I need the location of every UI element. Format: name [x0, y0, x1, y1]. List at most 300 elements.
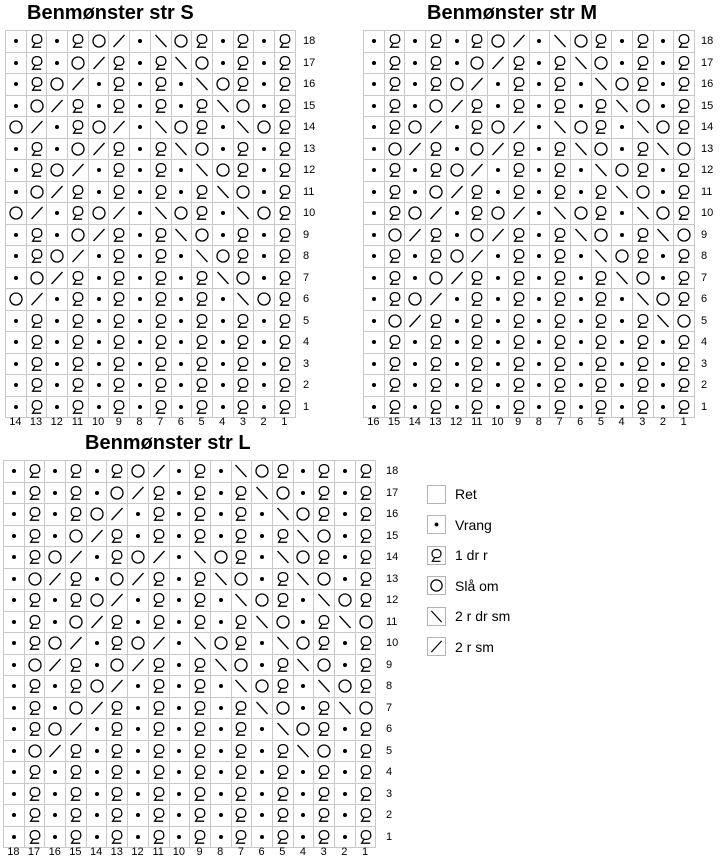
- purl-dot-icon: [171, 463, 187, 479]
- backslash-decrease-icon: [655, 313, 671, 329]
- twisted-knit-loop-icon: [358, 657, 374, 673]
- chart-cell: [87, 483, 108, 505]
- purl-dot-icon: [490, 377, 506, 393]
- twisted-knit-loop-icon: [358, 635, 374, 651]
- chart-cell: [190, 612, 211, 634]
- chart-cell: [107, 612, 128, 634]
- yarn-over-circle-icon: [235, 184, 251, 200]
- chart-cell: [426, 139, 447, 161]
- chart-cell: [149, 762, 170, 784]
- twisted-knit-loop-icon: [233, 506, 249, 522]
- column-number: 9: [196, 846, 203, 858]
- twisted-knit-loop-icon: [111, 227, 127, 243]
- purl-dot-icon: [531, 270, 547, 286]
- chart-cell: [4, 805, 25, 827]
- chart-cell: [151, 375, 172, 397]
- chart-cell: [356, 784, 377, 806]
- chart-cell: [405, 246, 426, 268]
- chart-cell: [592, 203, 613, 225]
- backslash-decrease-icon: [215, 270, 231, 286]
- chart-cell: [213, 332, 234, 354]
- chart-cell: [335, 590, 356, 612]
- chart-cell: [385, 96, 406, 118]
- yarn-over-circle-icon: [635, 98, 651, 114]
- chart-cell: [674, 225, 695, 247]
- purl-dot-icon: [407, 377, 423, 393]
- yarn-over-circle-icon: [316, 743, 332, 759]
- backslash-decrease-icon: [215, 98, 231, 114]
- twisted-knit-loop-icon: [29, 162, 45, 178]
- chart-cell: [252, 590, 273, 612]
- chart-cell: [107, 676, 128, 698]
- chart-cell: [151, 354, 172, 376]
- knit-symbol-icon: [427, 485, 446, 504]
- chart-cell: [66, 719, 87, 741]
- column-number: 17: [27, 846, 41, 858]
- chart-cell: [530, 225, 551, 247]
- row-number: 8: [303, 250, 310, 262]
- chart-cell: [254, 354, 275, 376]
- chart-cell: [273, 698, 294, 720]
- chart-cell: [25, 655, 46, 677]
- chart-cell: [213, 375, 234, 397]
- purl-dot-icon: [171, 807, 187, 823]
- backslash-decrease-icon: [295, 657, 311, 673]
- yarn-over-circle-icon: [490, 205, 506, 221]
- chart-cell: [385, 225, 406, 247]
- chart-cell: [190, 719, 211, 741]
- row-number: 2: [303, 379, 310, 391]
- twisted-knit-loop-icon: [387, 33, 403, 49]
- chart-cell: [488, 354, 509, 376]
- purl-dot-icon: [171, 549, 187, 565]
- column-numbers-l: [3, 846, 375, 858]
- yarn-over-circle-icon: [449, 76, 465, 92]
- twisted-knit-loop-icon: [635, 313, 651, 329]
- purl-dot-icon: [407, 270, 423, 286]
- chart-cell: [447, 96, 468, 118]
- twisted-knit-loop-icon: [277, 399, 293, 415]
- column-number: 5: [198, 416, 205, 428]
- purl-dot-icon: [256, 377, 272, 393]
- purl-dot-icon: [427, 515, 446, 534]
- chart-cell: [27, 160, 48, 182]
- chart-cell: [447, 268, 468, 290]
- purl-dot-icon: [215, 313, 231, 329]
- yarn-over-circle-icon: [614, 162, 630, 178]
- chart-cell: [571, 31, 592, 53]
- twisted-knit-loop-icon: [151, 678, 167, 694]
- chart-cell: [530, 117, 551, 139]
- purl-dot-icon: [132, 356, 148, 372]
- chart-grid-s: [5, 30, 296, 418]
- twisted-knit-loop-icon: [552, 334, 568, 350]
- chart-cell: [172, 268, 193, 290]
- purl-dot-icon: [614, 377, 630, 393]
- chart-cell: [654, 31, 675, 53]
- chart-cell: [211, 762, 232, 784]
- chart-cell: [128, 655, 149, 677]
- purl-dot-icon: [8, 162, 24, 178]
- purl-dot-icon: [449, 141, 465, 157]
- chart-cell: [592, 375, 613, 397]
- column-number: 9: [115, 416, 122, 428]
- twisted-knit-loop-icon: [428, 141, 444, 157]
- yarn-over-circle-icon: [213, 635, 229, 651]
- column-number: 7: [157, 416, 164, 428]
- chart-cell: [107, 461, 128, 483]
- twisted-knit-loop-icon: [593, 184, 609, 200]
- chart-cell: [45, 805, 66, 827]
- chart-cell: [25, 633, 46, 655]
- chart-cell: [190, 547, 211, 569]
- purl-dot-icon: [254, 721, 270, 737]
- chart-cell: [25, 741, 46, 763]
- chart-cell: [405, 139, 426, 161]
- chart-cell: [128, 504, 149, 526]
- column-number: 18: [7, 846, 20, 858]
- chart-cell: [213, 246, 234, 268]
- yarn-over-circle-icon: [130, 463, 146, 479]
- chart-cell: [426, 397, 447, 419]
- yarn-over-circle-icon: [295, 549, 311, 565]
- row-number: 7: [701, 271, 708, 284]
- twisted-knit-loop-icon: [277, 162, 293, 178]
- chart-cell: [27, 117, 48, 139]
- chart-cell: [25, 784, 46, 806]
- chart-cell: [356, 633, 377, 655]
- chart-cell: [571, 311, 592, 333]
- chart-cell: [426, 160, 447, 182]
- purl-dot-icon: [173, 76, 189, 92]
- purl-dot-icon: [254, 635, 270, 651]
- purl-dot-icon: [6, 764, 22, 780]
- slash-decrease-icon: [70, 76, 86, 92]
- yarn-over-circle-icon: [256, 119, 272, 135]
- purl-dot-icon: [490, 291, 506, 307]
- chart-cell: [447, 354, 468, 376]
- twisted-knit-loop-icon: [68, 764, 84, 780]
- chart-cell: [130, 354, 151, 376]
- chart-cell: [488, 246, 509, 268]
- twisted-knit-loop-icon: [676, 119, 692, 135]
- slash-decrease-icon: [449, 98, 465, 114]
- yarn-over-circle-icon: [68, 528, 84, 544]
- purl-dot-icon: [215, 119, 231, 135]
- chart-cell: [149, 569, 170, 591]
- chart-cell: [47, 311, 68, 333]
- chart-cell: [211, 655, 232, 677]
- chart-cell: [149, 547, 170, 569]
- purl-dot-icon: [171, 571, 187, 587]
- twisted-knit-loop-icon: [151, 764, 167, 780]
- yarn-over-circle-icon: [47, 721, 63, 737]
- column-number: 2: [341, 846, 348, 858]
- purl-dot-icon: [49, 334, 65, 350]
- purl-dot-icon: [254, 829, 270, 845]
- chart-cell: [252, 719, 273, 741]
- chart-cell: [509, 139, 530, 161]
- yarn-over-circle-icon: [8, 291, 24, 307]
- chart-cell: [447, 289, 468, 311]
- chart-cell: [254, 31, 275, 53]
- chart-cell: [612, 74, 633, 96]
- chart-cell: [405, 160, 426, 182]
- chart-cell: [128, 590, 149, 612]
- twisted-knit-loop-icon: [153, 184, 169, 200]
- chart-cell: [275, 332, 296, 354]
- yarn-over-circle-icon: [254, 678, 270, 694]
- twisted-knit-loop-icon: [192, 463, 208, 479]
- chart-cell: [530, 289, 551, 311]
- row-number: 11: [303, 185, 315, 198]
- legend-label: 1 dr r: [455, 547, 488, 564]
- purl-dot-icon: [173, 334, 189, 350]
- chart-cell: [550, 160, 571, 182]
- purl-dot-icon: [130, 764, 146, 780]
- chart-cell: [190, 526, 211, 548]
- chart-cell: [4, 590, 25, 612]
- column-number: 6: [177, 416, 184, 428]
- chart-cell: [254, 53, 275, 75]
- chart-cell: [592, 31, 613, 53]
- chart-cell: [128, 784, 149, 806]
- chart-cell: [87, 741, 108, 763]
- twisted-knit-loop-icon: [387, 399, 403, 415]
- chart-cell: [509, 225, 530, 247]
- purl-dot-icon: [614, 55, 630, 71]
- yarn-over-circle-icon: [27, 657, 43, 673]
- backslash-decrease-icon: [635, 119, 651, 135]
- row-number: 8: [386, 680, 393, 692]
- twisted-knit-loop-icon: [111, 377, 127, 393]
- slash-decrease-icon: [89, 614, 105, 630]
- chart-cell: [550, 117, 571, 139]
- twisted-knit-loop-icon: [192, 657, 208, 673]
- chart-cell: [674, 74, 695, 96]
- chart-cell: [467, 117, 488, 139]
- chart-cell: [27, 354, 48, 376]
- slash-decrease-icon: [109, 592, 125, 608]
- purl-dot-icon: [91, 313, 107, 329]
- yarn-over-circle-icon: [573, 205, 589, 221]
- purl-dot-icon: [6, 786, 22, 802]
- twisted-knit-loop-icon: [151, 721, 167, 737]
- chart-cell: [170, 547, 191, 569]
- chart-cell: [66, 483, 87, 505]
- twisted-knit-loop-icon: [27, 700, 43, 716]
- twisted-knit-loop-icon: [511, 227, 527, 243]
- chart-cell: [447, 397, 468, 419]
- purl-dot-icon: [47, 786, 63, 802]
- yarn-over-circle-icon: [70, 141, 86, 157]
- chart-cell: [447, 182, 468, 204]
- chart-cell: [232, 547, 253, 569]
- row-number: 6: [303, 293, 310, 305]
- chart-cell: [234, 53, 255, 75]
- purl-dot-icon: [132, 98, 148, 114]
- purl-dot-icon: [256, 356, 272, 372]
- purl-dot-icon: [256, 55, 272, 71]
- twisted-knit-loop-icon: [277, 227, 293, 243]
- slash-decrease-icon: [68, 549, 84, 565]
- chart-cell: [356, 719, 377, 741]
- twisted-knit-loop-icon: [27, 786, 43, 802]
- chart-cell: [130, 397, 151, 419]
- backslash-decrease-icon: [194, 248, 210, 264]
- chart-cell: [550, 182, 571, 204]
- legend-label: Vrang: [455, 516, 492, 533]
- twisted-knit-loop-icon: [676, 98, 692, 114]
- legend-label: 2 r sm: [455, 638, 494, 655]
- purl-dot-icon: [449, 55, 465, 71]
- chart-cell: [530, 53, 551, 75]
- chart-cell: [4, 741, 25, 763]
- twisted-knit-loop-icon: [275, 463, 291, 479]
- chart-cell: [192, 53, 213, 75]
- column-number: 12: [131, 846, 144, 858]
- twisted-knit-loop-icon: [68, 829, 84, 845]
- chart-cell: [447, 203, 468, 225]
- yarn-over-circle-icon: [316, 528, 332, 544]
- chart-cell: [66, 547, 87, 569]
- yarn-over-circle-icon: [130, 549, 146, 565]
- yarn-over-circle-icon: [173, 205, 189, 221]
- purl-dot-icon: [213, 786, 229, 802]
- chart-cell: [87, 590, 108, 612]
- chart-cell: [612, 354, 633, 376]
- chart-cell: [68, 332, 89, 354]
- twisted-knit-loop-icon: [316, 829, 332, 845]
- chart-cell: [592, 397, 613, 419]
- yarn-over-circle-icon: [469, 227, 485, 243]
- purl-dot-icon: [573, 356, 589, 372]
- backslash-decrease-icon: [153, 205, 169, 221]
- twisted-knit-loop-icon: [428, 248, 444, 264]
- slash-decrease-icon: [49, 270, 65, 286]
- slash-decrease-icon: [427, 637, 446, 656]
- chart-cell: [109, 332, 130, 354]
- chart-cell: [654, 332, 675, 354]
- chart-cell: [294, 719, 315, 741]
- slash-decrease-icon: [469, 248, 485, 264]
- chart-cell: [130, 375, 151, 397]
- chart-cell: [87, 784, 108, 806]
- chart-cell: [509, 160, 530, 182]
- purl-dot-icon: [173, 399, 189, 415]
- chart-cell: [314, 741, 335, 763]
- twisted-knit-loop-icon: [358, 528, 374, 544]
- purl-dot-icon: [531, 399, 547, 415]
- chart-cell: [87, 827, 108, 849]
- chart-cell: [612, 225, 633, 247]
- chart-title-s: Benmønster str S: [27, 2, 194, 24]
- row-number: 12: [386, 594, 399, 606]
- chart-cell: [4, 569, 25, 591]
- purl-dot-icon: [171, 485, 187, 501]
- twisted-knit-loop-icon: [153, 98, 169, 114]
- purl-dot-icon: [47, 764, 63, 780]
- chart-cell: [488, 96, 509, 118]
- yarn-over-circle-icon: [676, 141, 692, 157]
- twisted-knit-loop-icon: [469, 399, 485, 415]
- chart-cell: [674, 139, 695, 161]
- backslash-decrease-icon: [194, 76, 210, 92]
- twisted-knit-loop-icon: [27, 549, 43, 565]
- yarn-over-circle-icon: [614, 76, 630, 92]
- column-number: 4: [219, 416, 226, 428]
- purl-dot-icon: [295, 485, 311, 501]
- chart-cell: [488, 289, 509, 311]
- yarn-over-circle-icon: [407, 119, 423, 135]
- chart-grid-l: [3, 460, 376, 848]
- chart-cell: [107, 590, 128, 612]
- chart-cell: [128, 633, 149, 655]
- chart-cell: [654, 397, 675, 419]
- chart-cell: [509, 246, 530, 268]
- chart-cell: [550, 397, 571, 419]
- column-number: 1: [680, 416, 687, 428]
- chart-cell: [405, 74, 426, 96]
- chart-cell: [674, 160, 695, 182]
- chart-cell: [232, 483, 253, 505]
- yarn-over-circle-icon: [449, 248, 465, 264]
- purl-dot-icon: [407, 33, 423, 49]
- twisted-knit-loop-icon: [235, 356, 251, 372]
- chart-cell: [426, 203, 447, 225]
- chart-cell: [592, 311, 613, 333]
- chart-cell: [674, 203, 695, 225]
- chart-cell: [488, 397, 509, 419]
- chart-cell: [488, 311, 509, 333]
- chart-cell: [314, 590, 335, 612]
- twisted-knit-loop-icon: [277, 76, 293, 92]
- chart-cell: [405, 332, 426, 354]
- chart-cell: [467, 332, 488, 354]
- twisted-knit-loop-icon: [469, 356, 485, 372]
- chart-cell: [405, 354, 426, 376]
- twisted-knit-loop-icon: [109, 614, 125, 630]
- chart-cell: [335, 741, 356, 763]
- chart-cell: [550, 74, 571, 96]
- twisted-knit-loop-icon: [511, 184, 527, 200]
- purl-dot-icon: [173, 248, 189, 264]
- purl-dot-icon: [215, 227, 231, 243]
- purl-dot-icon: [337, 829, 353, 845]
- purl-dot-icon: [6, 614, 22, 630]
- twisted-knit-loop-icon: [151, 506, 167, 522]
- purl-dot-icon: [49, 227, 65, 243]
- chart-cell: [550, 268, 571, 290]
- chart-cell: [149, 784, 170, 806]
- purl-dot-icon: [215, 205, 231, 221]
- yarn-over-circle-icon: [387, 227, 403, 243]
- column-number: 16: [367, 416, 380, 428]
- purl-dot-icon: [91, 291, 107, 307]
- purl-dot-icon: [655, 248, 671, 264]
- chart-cell: [89, 332, 110, 354]
- chart-cell: [47, 74, 68, 96]
- chart-cell: [107, 655, 128, 677]
- purl-dot-icon: [490, 334, 506, 350]
- purl-dot-icon: [130, 678, 146, 694]
- chart-cell: [571, 375, 592, 397]
- chart-cell: [612, 139, 633, 161]
- chart-cell: [314, 719, 335, 741]
- purl-dot-icon: [531, 227, 547, 243]
- yarn-over-circle-icon: [68, 614, 84, 630]
- chart-cell: [66, 762, 87, 784]
